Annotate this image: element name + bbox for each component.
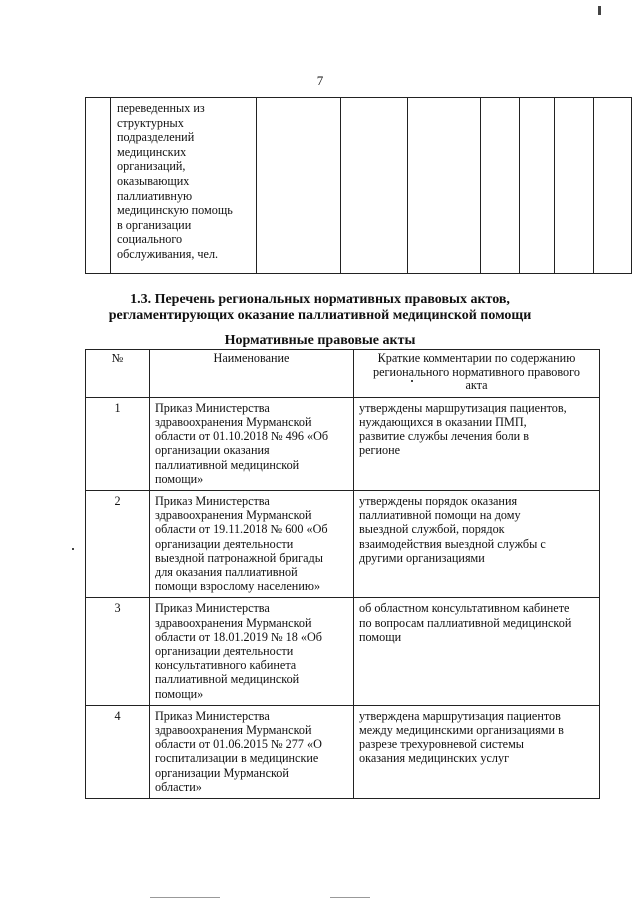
name-line: выездной патронажной бригады bbox=[155, 550, 323, 565]
name-line: здравоохранения Мурманской bbox=[155, 615, 312, 630]
row-comment bbox=[354, 705, 600, 798]
name-line: здравоохранения Мурманской bbox=[155, 508, 312, 523]
comment-line: помощи bbox=[359, 629, 402, 644]
table-cell bbox=[481, 98, 520, 274]
row-comment bbox=[354, 598, 600, 705]
text-line: обслуживания, чел. bbox=[117, 246, 219, 261]
comment-line: об областном консультативном кабинете bbox=[359, 601, 570, 616]
text-line: оказывающих bbox=[117, 173, 190, 188]
comment-line: взаимодействия выездной службы с bbox=[359, 536, 546, 551]
name-line: области от 01.10.2018 № 496 «Об bbox=[155, 429, 329, 444]
name-line: здравоохранения Мурманской bbox=[155, 414, 312, 429]
row-comment bbox=[354, 397, 600, 490]
name-line: паллиативной медицинской bbox=[155, 457, 300, 472]
row-number: 4 bbox=[86, 705, 150, 798]
text-line: структурных bbox=[117, 115, 184, 130]
table-cell bbox=[111, 98, 257, 274]
comment-line: утверждена маршрутизация пациентов bbox=[359, 708, 561, 723]
section-heading-line: регламентирующих оказание паллиативной медицинской помощи bbox=[108, 308, 532, 323]
scan-mark bbox=[150, 897, 220, 898]
row-number: 1 bbox=[86, 397, 150, 490]
name-line: паллиативной медицинской bbox=[155, 672, 300, 687]
comment-line: утверждены маршрутизация пациентов, bbox=[359, 400, 567, 415]
table-row bbox=[86, 98, 632, 274]
name-line: помощи взрослому населению» bbox=[155, 579, 321, 594]
comment-line: оказания медицинских услуг bbox=[359, 751, 510, 766]
section-heading bbox=[0, 292, 640, 324]
header-name: Наименование bbox=[150, 350, 354, 398]
comment-line: регионе bbox=[359, 443, 401, 458]
header-comment-line: акта bbox=[465, 378, 488, 393]
row-name bbox=[150, 397, 354, 490]
comment-line: паллиативной помощи на дому bbox=[359, 508, 521, 523]
name-line: госпитализации в медицинские bbox=[155, 751, 319, 766]
table-title: Нормативные правовые акты bbox=[224, 333, 416, 348]
text-line: паллиативную bbox=[117, 188, 193, 203]
comment-line: нуждающихся в оказании ПМП, bbox=[359, 414, 527, 429]
row-name bbox=[150, 705, 354, 798]
table-cell bbox=[520, 98, 555, 274]
legal-acts-table bbox=[85, 349, 600, 799]
name-line: организации Мурманской bbox=[155, 765, 289, 780]
name-line: области» bbox=[155, 779, 202, 794]
name-line: консультативного кабинета bbox=[155, 658, 297, 673]
text-line: медицинскую помощь bbox=[117, 203, 233, 218]
header-comment-line: Краткие комментарии по содержанию bbox=[377, 351, 576, 365]
table-row bbox=[86, 598, 600, 705]
name-line: области от 01.06.2015 № 277 «О bbox=[155, 737, 322, 752]
header-comment-line: регионального нормативного правового bbox=[373, 364, 580, 379]
continuation-text bbox=[111, 98, 256, 262]
table-row bbox=[86, 397, 600, 490]
name-line: Приказ Министерства bbox=[155, 708, 270, 723]
table-row bbox=[86, 705, 600, 798]
header-number: № bbox=[86, 350, 150, 398]
comment-line: утверждены порядок оказания bbox=[359, 494, 518, 508]
name-line: здравоохранения Мурманской bbox=[155, 723, 312, 738]
name-line: Приказ Министерства bbox=[155, 601, 270, 616]
name-line: области от 18.01.2019 № 18 «Об bbox=[155, 629, 322, 644]
comment-line: развитие службы лечения боли в bbox=[359, 429, 529, 444]
text-line: подразделений bbox=[117, 130, 195, 145]
text-line: медицинских bbox=[117, 144, 187, 159]
table-cell bbox=[555, 98, 594, 274]
name-line: помощи» bbox=[155, 686, 204, 701]
header-comment bbox=[354, 350, 600, 398]
continuation-table bbox=[85, 97, 632, 274]
name-line: организации оказания bbox=[155, 443, 270, 458]
name-line: Приказ Министерства bbox=[155, 400, 270, 415]
table-row bbox=[86, 491, 600, 598]
scan-mark bbox=[72, 548, 74, 550]
table-cell bbox=[257, 98, 341, 274]
comment-line: между медицинскими организациями в bbox=[359, 723, 564, 738]
comment-line: другими организациями bbox=[359, 550, 485, 565]
name-line: помощи» bbox=[155, 471, 204, 486]
text-line: переведенных из bbox=[117, 101, 205, 115]
scan-mark bbox=[330, 897, 370, 898]
table-cell bbox=[408, 98, 481, 274]
scan-mark bbox=[598, 6, 601, 15]
text-line: в организации bbox=[117, 217, 192, 232]
row-number: 3 bbox=[86, 598, 150, 705]
name-line: области от 19.11.2018 № 600 «Об bbox=[155, 522, 328, 537]
name-line: Приказ Министерства bbox=[155, 494, 270, 508]
table-cell bbox=[341, 98, 408, 274]
section-heading-line: 1.3. Перечень региональных нормативных правовых актов, bbox=[130, 292, 510, 307]
name-line: для оказания паллиативной bbox=[155, 565, 298, 580]
text-line: организаций, bbox=[117, 159, 186, 174]
row-comment bbox=[354, 491, 600, 598]
name-line: организации деятельности bbox=[155, 536, 294, 551]
name-line: организации деятельности bbox=[155, 644, 294, 659]
scan-mark bbox=[411, 380, 413, 382]
table-cell bbox=[594, 98, 632, 274]
row-name bbox=[150, 491, 354, 598]
comment-line: по вопросам паллиативной медицинской bbox=[359, 615, 572, 630]
row-number: 2 bbox=[86, 491, 150, 598]
comment-line: разрезе трехуровневой системы bbox=[359, 737, 524, 752]
row-name bbox=[150, 598, 354, 705]
text-line: социального bbox=[117, 232, 183, 247]
table-cell bbox=[86, 98, 111, 274]
table-header-row bbox=[86, 350, 600, 398]
page-number: 7 bbox=[316, 73, 324, 88]
comment-line: выездной службой, порядок bbox=[359, 522, 505, 537]
